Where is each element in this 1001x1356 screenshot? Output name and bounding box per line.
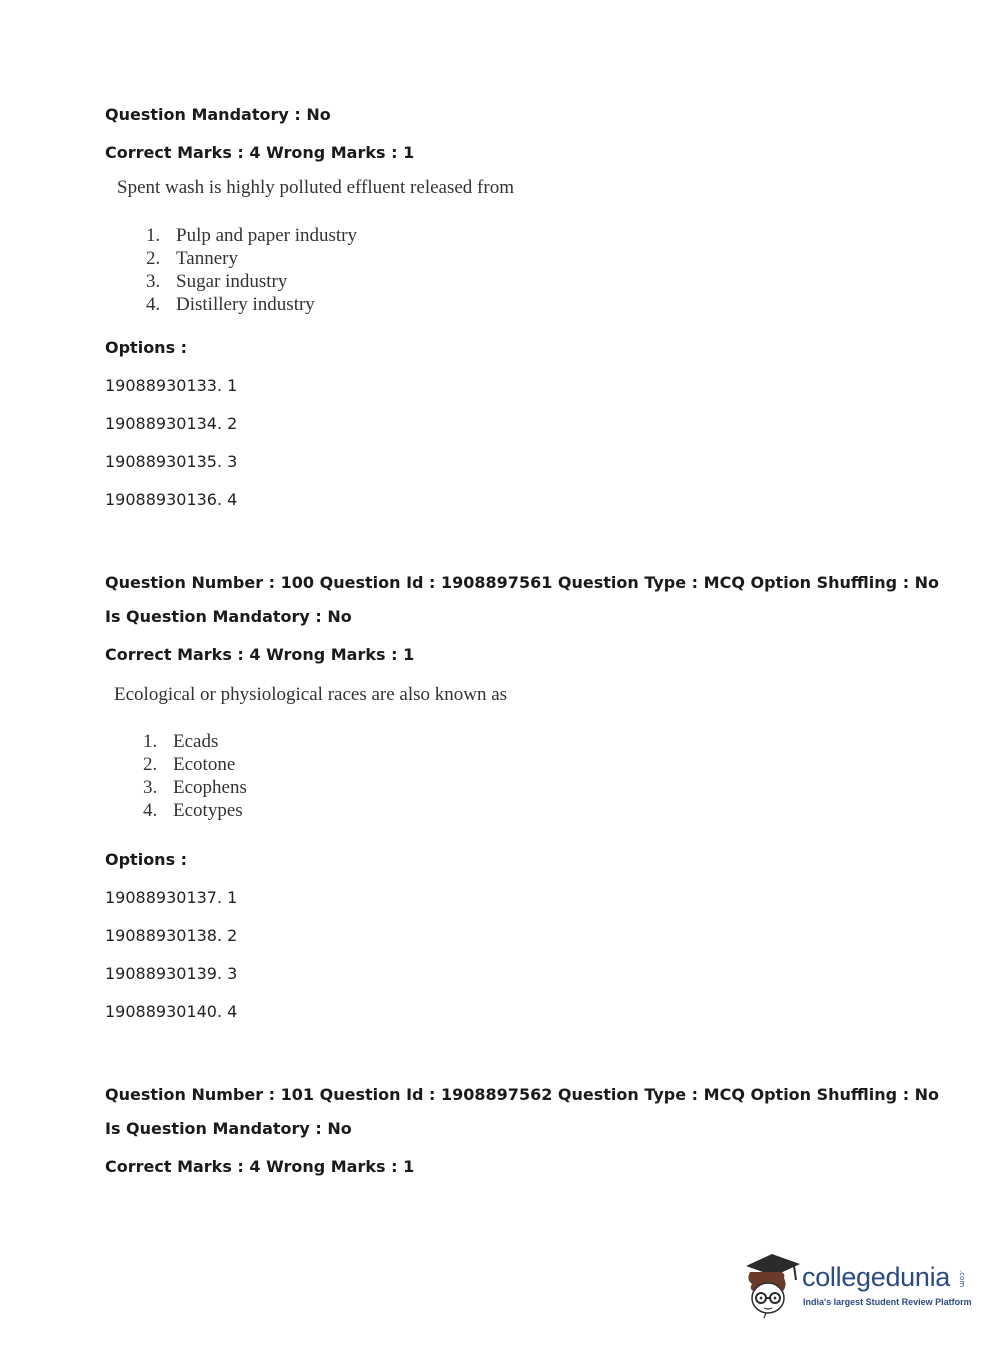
choice-list-1 <box>146 224 357 316</box>
choice-list-2 <box>143 730 247 822</box>
choice-item: 1. Ecads <box>143 731 219 752</box>
option-item: 19088930135. 3 <box>105 452 238 471</box>
logo-wordmark: collegedunia <box>802 1262 951 1292</box>
option-item: 19088930140. 4 <box>105 1002 238 1021</box>
choice-item: 4. Distillery industry <box>146 294 315 315</box>
choice-item: 3. Ecophens <box>143 777 247 798</box>
option-item: 19088930139. 3 <box>105 964 238 983</box>
option-item: 19088930137. 1 <box>105 888 238 907</box>
question-mandatory-1: Question Mandatory : No <box>105 105 331 124</box>
choice-item: 2. Tannery <box>146 248 238 269</box>
option-item: 19088930134. 2 <box>105 414 238 433</box>
choice-item: 4. Ecotypes <box>143 800 243 821</box>
option-item: 19088930136. 4 <box>105 490 238 509</box>
question-text-2: Ecological or physiological races are also known as <box>114 684 508 705</box>
question-mandatory-2: Is Question Mandatory : No <box>105 607 352 626</box>
choice-item: 2. Ecotone <box>143 754 236 775</box>
question-text-1: Spent wash is highly polluted effluent released from <box>117 177 514 198</box>
marks-1: Correct Marks : 4 Wrong Marks : 1 <box>105 143 415 162</box>
options-label-1: Options : <box>105 338 188 357</box>
option-item: 19088930138. 2 <box>105 926 238 945</box>
logo-dotcom: .com <box>958 1270 966 1288</box>
collegedunia-logo[interactable] <box>742 1250 972 1320</box>
question-header-2: Question Number : 100 Question Id : 1908897561 Question Type : MCQ Option Shuffling : No <box>105 573 940 592</box>
logo-tagline: India's largest Student Review Platform <box>803 1297 972 1307</box>
mascot-icon <box>742 1250 802 1320</box>
question-mandatory-3: Is Question Mandatory : No <box>105 1119 352 1138</box>
marks-2: Correct Marks : 4 Wrong Marks : 1 <box>105 645 415 664</box>
option-item: 19088930133. 1 <box>105 376 238 395</box>
choice-item: 1. Pulp and paper industry <box>146 225 358 246</box>
options-label-2: Options : <box>105 850 188 869</box>
marks-3: Correct Marks : 4 Wrong Marks : 1 <box>105 1157 415 1176</box>
question-header-3: Question Number : 101 Question Id : 1908897562 Question Type : MCQ Option Shuffling : No <box>105 1085 940 1104</box>
choice-item: 3. Sugar industry <box>146 271 288 292</box>
